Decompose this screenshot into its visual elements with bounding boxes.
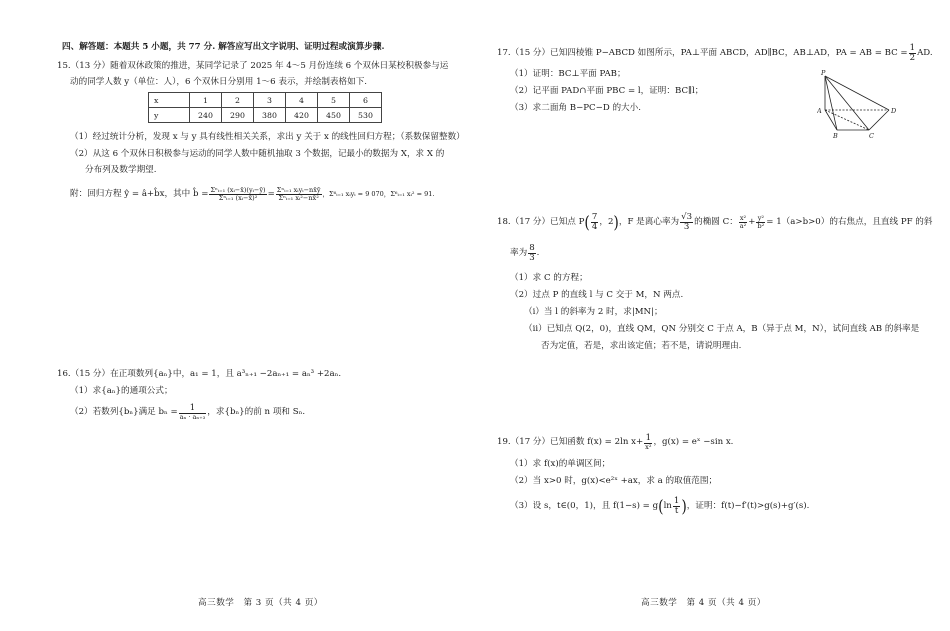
q19-part3-den: t	[674, 506, 679, 517]
q15-part2-line1: （2）从这 6 个双休日积极参与运动的同学人数中随机抽取 3 个数据，记最小的数据为 X，求 X 的	[70, 149, 445, 159]
q19-frac-num: 1	[645, 433, 652, 443]
q18-slope-fraction	[528, 244, 535, 263]
q19-paren-close: )	[681, 496, 687, 517]
table-cell: 420	[286, 108, 318, 123]
q15-data-table	[148, 92, 382, 123]
q18-x-fraction	[739, 215, 747, 230]
note-fraction-1	[209, 187, 266, 202]
table-cell: 2	[222, 93, 254, 108]
q15-regression-note	[70, 187, 434, 202]
q19-part2: （2）当 x>0 时，g(x)<e²ˣ +ax，求 a 的取值范围；	[510, 476, 718, 486]
q18-slope-num: 8	[529, 243, 535, 253]
q18-ecc-den: 3	[683, 222, 690, 233]
q17-line1-suffix: AD.	[917, 48, 933, 59]
table-row	[149, 108, 382, 123]
q18-line1	[497, 213, 933, 232]
table-cell: y	[149, 108, 190, 123]
q19-fraction	[644, 434, 652, 451]
label-D: D	[891, 107, 897, 115]
q18-paren-close: )	[613, 212, 619, 233]
note-num-2: Σⁿᵢ₌₁ xᵢyᵢ−nx̄ȳ	[276, 186, 321, 194]
q19-frac-den: x²	[645, 443, 652, 452]
q18-line1-mid2: 的椭圆 C：	[694, 217, 738, 228]
q19-paren-open: (	[658, 496, 664, 517]
q17-line1-prefix: 17.（15 分）已知四棱锥 P−ABCD 如图所示，PA⊥平面 ABCD，AD∥BC，AB⊥AD，PA = AB = BC =	[497, 48, 908, 59]
q15-line2: 动的同学人数 y（单位：人），6 个双休日分别用 1～6 表示，并绘制表格如下.	[70, 77, 368, 87]
q16-part2-num: 1	[179, 404, 207, 414]
q17-frac-den: 2	[909, 53, 916, 64]
note-num-1: Σⁿᵢ₌₁ (xᵢ−x̄)(yᵢ−ȳ)	[210, 186, 266, 194]
edge-PB	[825, 76, 837, 130]
note-den-1: Σⁿᵢ₌₁ (xᵢ−x̄)²	[218, 193, 258, 202]
q15-line1: 15.（13 分）随着双休政策的推进，某同学记录了 2025 年 4～5 月份连续 6 个双休日某校积极参与运	[57, 61, 449, 71]
q18-slope-den: 3	[529, 253, 535, 264]
table-cell: 5	[318, 93, 350, 108]
edge-AC	[825, 110, 869, 130]
q18-point-suffix: ，2	[599, 217, 614, 228]
q19-line1-prefix: 19.（17 分）已知函数 f(x) = 2ln x+	[497, 437, 644, 448]
table-cell: 290	[222, 108, 254, 123]
edge-CD	[869, 110, 889, 130]
q18-point-fraction	[591, 213, 598, 232]
q18-x-num: x²	[739, 214, 747, 223]
q19-part1: （1）求 f(x)的单调区间；	[510, 459, 611, 469]
q18-part2: （2）过点 P 的直线 l 与 C 交于 M，N 两点.	[510, 290, 684, 300]
label-A: A	[817, 107, 822, 115]
q18-line2-suffix: .	[536, 248, 540, 259]
edge-PD	[825, 76, 889, 110]
q19-part3	[510, 497, 809, 516]
table-cell: 240	[190, 108, 222, 123]
q19-part3-ln: ln	[663, 501, 672, 512]
q18-part2-ii-line2: 否为定值，若是，求出该定值；若不是，请说明理由.	[541, 341, 742, 351]
q17-part3: （3）求二面角 B−PC−D 的大小.	[510, 103, 641, 113]
q18-part1: （1）求 C 的方程；	[510, 273, 588, 283]
q18-y-fraction	[756, 215, 765, 230]
q17-line1	[497, 44, 933, 63]
edge-PC	[825, 76, 869, 130]
q19-part3-suffix: ，证明：f(t)−f′(t)>g(s)+g′(s).	[686, 501, 810, 512]
q15-part1: （1）经过统计分析，发现 x 与 y 具有线性相关关系，求出 y 关于 x 的线性回归方程；（系数保留整数）	[70, 132, 465, 142]
q18-line1-suffix: = 1（a>b>0）的右焦点，且直线 PF 的斜	[766, 217, 933, 228]
q16-part2-prefix: （2）若数列{bₙ}满足 bₙ =	[70, 407, 178, 418]
q18-x-den: a²	[739, 222, 747, 231]
q17-fraction	[909, 44, 916, 63]
label-C: C	[869, 132, 874, 140]
q18-line1-prefix: 18.（17 分）已知点 P	[497, 217, 585, 228]
q19-part3-num: 1	[673, 496, 680, 506]
q19-part3-prefix: （3）设 s，t∈(0，1)，且 f(1−s) = g	[510, 501, 659, 512]
q17-part2: （2）记平面 PAD∩平面 PBC = l，证明：BC∥l；	[510, 86, 704, 96]
q19-part3-fraction	[673, 497, 680, 516]
footer-page-4: 高三数学 第 4 页（共 4 页）	[641, 598, 766, 608]
q18-point-num: 7	[591, 212, 598, 222]
note-den-2: Σⁿᵢ₌₁ xᵢ²−nx̄²	[278, 193, 319, 202]
q16-part2-den: aₙ · aₙ₊₃	[179, 413, 206, 422]
page-3	[52, 0, 465, 631]
page-4	[497, 0, 933, 631]
table-cell: 4	[286, 93, 318, 108]
q18-part2-ii-line1: （ii）已知点 Q(2，0)，直线 QM，QN 分别交 C 于点 A，B（异于点 M，N），试问直线 AB 的斜率是	[524, 324, 920, 334]
table-cell: 1	[190, 93, 222, 108]
q16-line1: 16.（15 分）在正项数列{aₙ}中，a₁ = 1，且 a³ₙ₊₁ −2aₙ₊₁ = aₙ³ +2aₙ.	[57, 369, 342, 379]
table-cell: x	[149, 93, 190, 108]
q18-point-den: 4	[591, 222, 598, 233]
q18-plus: +	[748, 217, 756, 228]
q16-part1: （1）求{aₙ}的通项公式；	[70, 386, 173, 396]
q18-ecc-fraction	[680, 213, 693, 232]
q16-part2	[70, 404, 305, 421]
table-cell: 3	[254, 93, 286, 108]
note-fraction-2	[276, 187, 322, 202]
section-title: 四、解答题：本题共 5 小题，共 77 分. 解答应写出文字说明、证明过程或演算步骤.	[62, 42, 385, 52]
q17-part1: （1）证明：BC⊥平面 PAB；	[510, 69, 626, 79]
edge-AB	[825, 110, 837, 130]
q18-part2-i: （i）当 l 的斜率为 2 时，求|MN|；	[524, 307, 663, 317]
label-P: P	[821, 69, 826, 77]
table-cell: 380	[254, 108, 286, 123]
table-cell: 530	[350, 108, 382, 123]
q18-ecc-num: √3	[681, 212, 693, 222]
q19-line1-suffix: ，g(x) = eˣ −sin x.	[653, 437, 734, 448]
q18-y-num: y²	[757, 214, 765, 223]
q18-paren-open: (	[584, 212, 590, 233]
note-sum-1: ，Σ⁶ᵢ₌₁ xᵢyᵢ = 9 070，	[322, 190, 391, 199]
footer-page-3: 高三数学 第 3 页（共 4 页）	[198, 598, 323, 608]
note-equals: =	[267, 189, 275, 200]
table-row	[149, 93, 382, 108]
q18-line1-mid: ，F 是离心率为	[618, 217, 680, 228]
q18-line2	[510, 244, 539, 263]
pyramid-figure	[817, 68, 899, 140]
label-B: B	[833, 132, 838, 140]
q16-part2-suffix: ，求{bₙ}的前 n 项和 Sₙ.	[207, 407, 306, 418]
q19-line1	[497, 434, 733, 451]
note-sum-2: Σ⁶ᵢ₌₁ xᵢ² = 91.	[390, 190, 435, 199]
q18-line2-prefix: 率为	[510, 248, 528, 259]
q16-part2-fraction	[179, 404, 207, 421]
table-cell: 6	[350, 93, 382, 108]
note-prefix: 附：回归方程 ŷ = â+b̂x，其中 b̂ =	[70, 189, 209, 200]
q15-part2-line2: 分布列及数学期望.	[85, 165, 157, 175]
table-cell: 450	[318, 108, 350, 123]
q18-y-den: b²	[757, 222, 765, 231]
q17-frac-num: 1	[909, 43, 916, 53]
